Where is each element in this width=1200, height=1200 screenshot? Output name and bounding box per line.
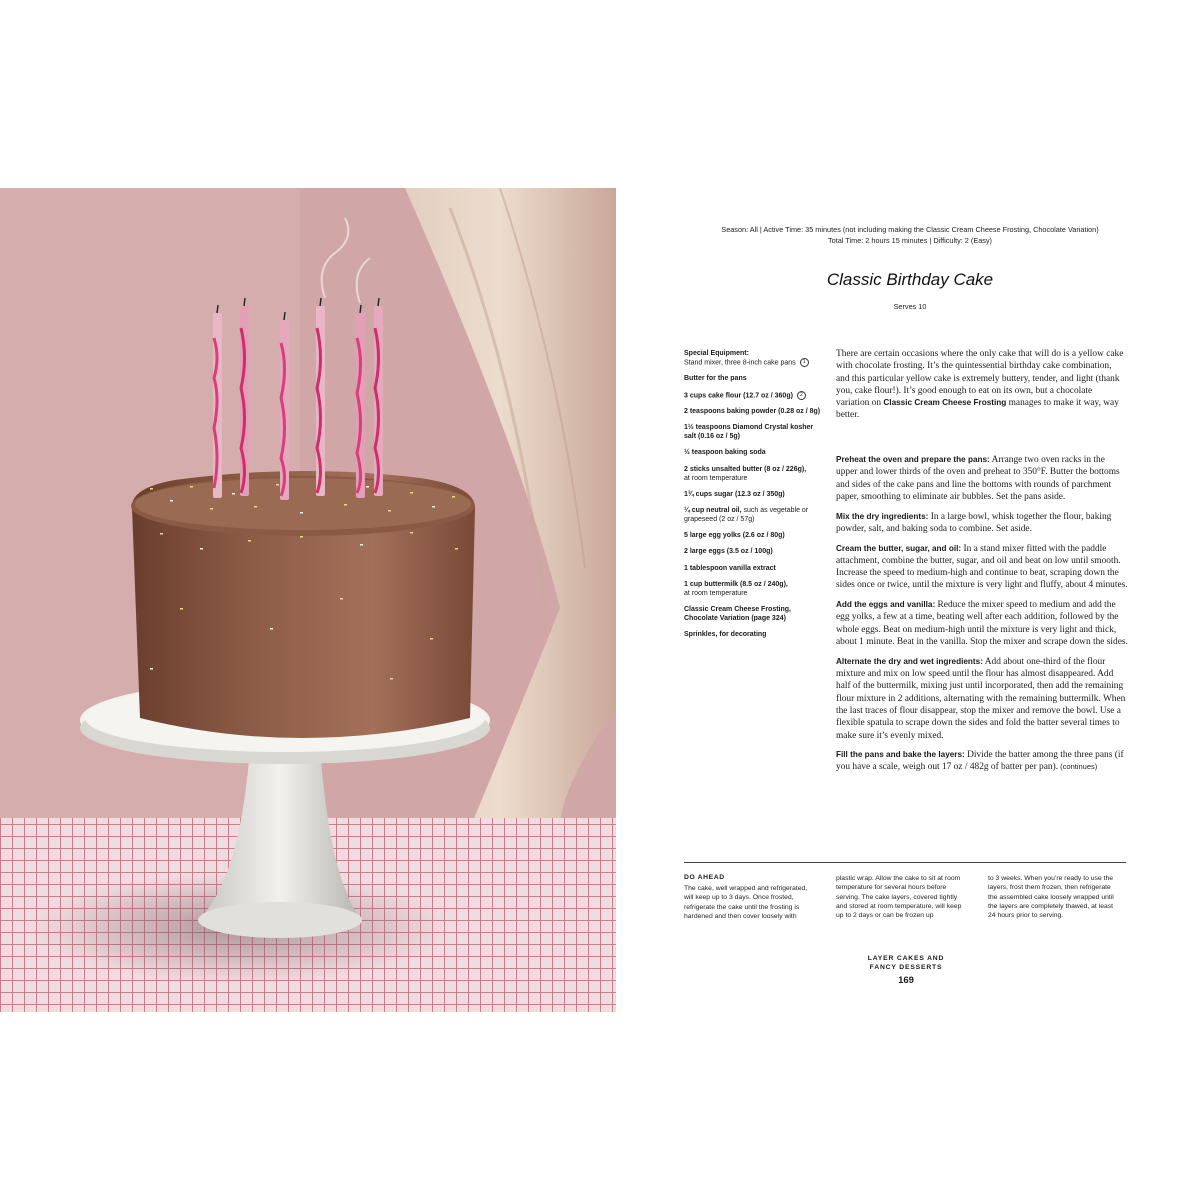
step-heading: Mix the dry ingredients: [836,511,929,521]
recipe-title: Classic Birthday Cake [826,270,994,289]
step-heading: Add the eggs and vanilla: [836,600,936,610]
step [836,511,1128,536]
step-heading: Alternate the dry and wet ingredients: [836,656,983,666]
ingredient-item [684,580,822,598]
ingredient-main: 2 teaspoons baking powder (0.28 oz / 8g) [684,408,821,416]
do-ahead-column-2: plastic wrap. Allow the cake to sit at room temperature for several hours before serving. The cake layers, covered tightly and stored at room temperature, will keep up to 2 days or can be frozen up [836,875,962,920]
step-text: Divide the batter among the three pans (if you have a scale, weigh out 17 oz / 482g of batter per pan). [836,750,1124,773]
ingredient-main: 2 sticks unsalted butter (8 oz / 226g), [684,465,807,473]
intro-text-end: manages to make it way, way better. [836,398,1119,421]
ingredient-sub: at room temperature [684,474,748,482]
ingredient-item [684,506,822,524]
recipe-meta [640,224,1180,246]
step-text: Add about one-third of the flour mixture and mix on low speed until the flour has almost disappeared. Add half of the buttermilk, mixing just until incorporated, then add the remaining flour mixture in 2 additions, alternating with the remaining buttermilk. When the last traces of flour disappear, stop the mixer and remove the bowl. Use a flexible spatula to scrape down the sides and fold the batter several times to make sure it’s evenly mixed. [836,656,1126,741]
do-ahead-heading: DO AHEAD [684,874,725,881]
step [836,599,1128,648]
recipe-steps [836,454,1128,781]
recipe-meta-line-1: Season: All | Active Time: 35 minutes (not including making the Classic Cream Cheese Frosting, Chocolate Variation) [721,225,1099,234]
continues-label: (continues) [1058,762,1098,772]
ingredient-sub: at room temperature [684,589,748,597]
ingredient-sub: such as vegetable or grapeseed (2 oz / 57g) [684,507,809,523]
ingredient-item [684,564,822,573]
special-equipment-label: Special Equipment: [684,350,749,357]
cake-photo [0,188,616,1012]
ingredient-main: Butter for the pans [684,375,747,383]
ingredient-main: 1 tablespoon vanilla extract [684,564,776,572]
do-ahead-divider [684,862,1126,863]
ingredient-main: 1¾ cups sugar (12.3 oz / 350g) [684,490,785,498]
chapter-title-line-1: LAYER CAKES AND [867,955,945,962]
intro-text: There are certain occasions where the only cake that will do is a yellow cake with chocolate frosting. It’s the quintessential birthday cake combination, and this particular yellow cake is extremely buttery, tender, and light (thank you, cake flour!). It’s good enough to eat on its own, but a chocolate variation on [836,349,1124,409]
ingredient-main: 1 cup buttermilk (8.5 oz / 240g), [684,580,788,588]
note-marker-1: 1 [800,358,809,367]
ingredient-main: Classic Cream Cheese Frosting, Chocolate Variation [684,605,791,622]
ingredient-item [684,465,822,483]
step-text: Reduce the mixer speed to medium and add the egg yolks, a few at a time, beating well after each addition, followed by the whole eggs. Beat on medium-high until the mixture is very light and thick, about 1 minute. Beat in the vanilla. Stop the mixer and scrape down the sides. [836,600,1128,648]
ingredient-main: ¼ cup neutral oil, [684,507,742,514]
ingredient-item [684,391,822,400]
chapter-title-line-2: FANCY DESSERTS [869,964,943,971]
recipe-intro [836,348,1126,422]
ingredient-item [684,448,822,457]
ingredient-main: 2 large eggs (3.5 oz / 100g) [684,548,773,556]
step [836,656,1128,742]
recipe-serves: Serves 10 [893,302,927,311]
ingredient-main: 1½ teaspoons Diamond Crystal kosher salt (0.16 oz / 5g) [684,424,814,441]
step-heading: Fill the pans and bake the layers: [836,750,965,760]
special-equipment [684,349,822,367]
ingredient-sub: (page 324) [751,614,786,622]
ingredient-main: ½ teaspoon baking soda [684,449,766,457]
ingredient-main: Sprinkles, for decorating [684,631,767,639]
page-number: 169 [898,975,914,986]
ingredient-item [684,605,822,623]
ingredient-item [684,407,822,416]
note-marker-2: 2 [797,391,806,400]
step-heading: Cream the butter, sugar, and oil: [836,543,962,553]
ingredients-column [684,349,822,646]
ingredient-item [684,547,822,556]
ingredient-item [684,630,822,639]
ingredient-item [684,374,822,383]
ingredient-item [684,531,822,540]
ingredient-main: 3 cups cake flour (12.7 oz / 360g) [684,391,793,399]
step-text: In a large bowl, whisk together the flour, baking powder, salt, and baking soda to combine. Set aside. [836,511,1112,534]
ingredient-item [684,423,822,441]
step [836,454,1128,503]
step-text: In a stand mixer fitted with the paddle attachment, combine the butter, sugar, and oil and beat on low until smooth. Increase the speed to medium-high and continue to beat, scraping down the sides once or twice, until the mixture is very light and fluffy, about 4 minutes. [836,543,1128,591]
chapter-footer [640,954,1172,972]
recipe-meta-line-2: Total Time: 2 hours 15 minutes | Difficulty: 2 (Easy) [828,236,992,245]
frosting-reference: Classic Cream Cheese Frosting [883,398,1007,408]
ingredient-item [684,490,822,499]
step [836,543,1128,592]
step-text: Arrange two oven racks in the upper and lower thirds of the oven and preheat to 350°F. Butter the bottoms and sides of the cake pans and line the bottoms with rounds of parchment paper, smoothing to eliminate air bubbles. Set the pans aside. [836,455,1120,502]
special-equipment-text: Stand mixer, three 8-inch cake pans [684,359,796,367]
step-heading: Preheat the oven and prepare the pans: [836,455,990,464]
do-ahead-column-1: The cake, well wrapped and refrigerated, will keep up to 3 days. Once frosted, refrigerate the cake until the frosting is hardened and then cover loosely with [684,885,808,920]
do-ahead-column-3: to 3 weeks. When you’re ready to use the layers, frost them frozen, then refrigerate the assembled cake loosely wrapped until the layers are completely thawed, at least 24 hours prior to serving. [988,875,1114,920]
step [836,749,1128,774]
ingredient-main: 5 large egg yolks (2.6 oz / 80g) [684,532,785,540]
ingredient-list [684,374,822,639]
